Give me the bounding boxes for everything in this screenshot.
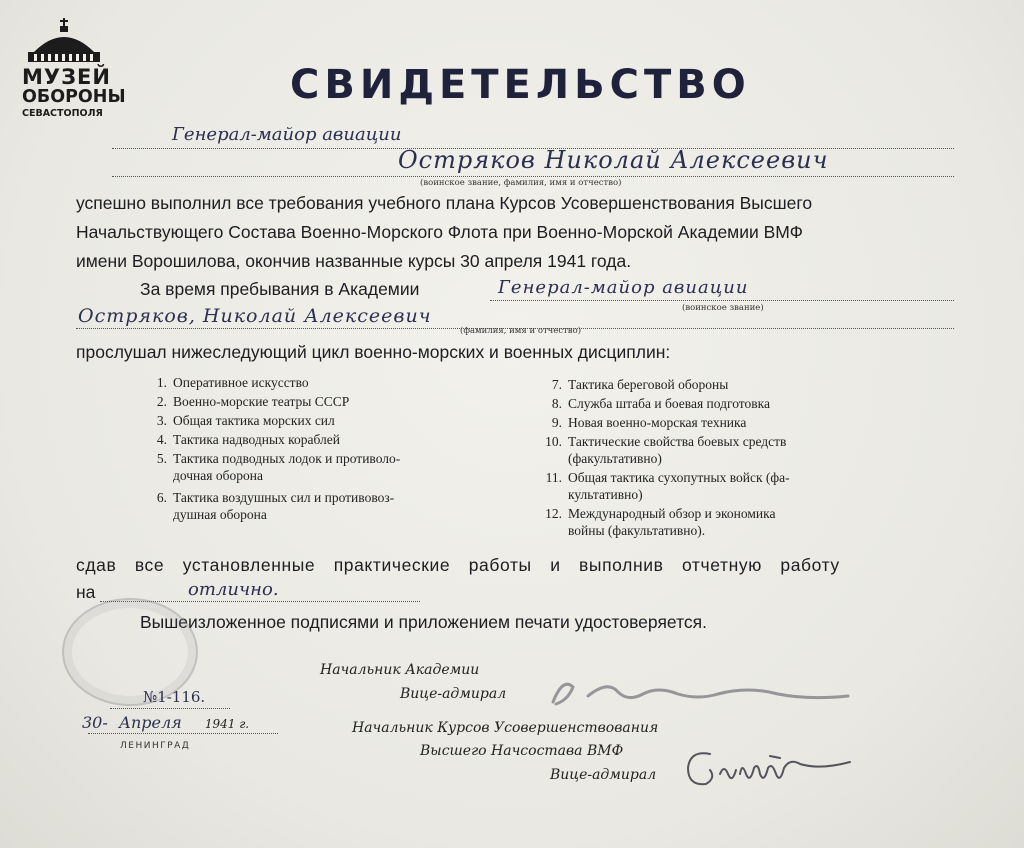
date-day: 30- bbox=[82, 713, 108, 732]
courses-title-line3: Вице-адмирал bbox=[550, 767, 657, 783]
discipline-item: 5. Тактика подводных лодок и противоло- дочная оборона bbox=[156, 451, 401, 483]
courses-title-line1: Начальник Курсов Усовершенствования bbox=[352, 720, 659, 736]
recipient-name-handwritten: Остряков Николай Алексеевич bbox=[398, 146, 829, 174]
discipline-item: 7. Тактика береговой обороны bbox=[551, 377, 729, 392]
registration-date bbox=[82, 713, 249, 732]
grade-handwritten: отлично. bbox=[188, 579, 279, 600]
head-title-line2: Вице-адмирал bbox=[400, 686, 507, 702]
number-line bbox=[110, 708, 230, 709]
paragraph1-line3: имени Ворошилова, окончив названные курсы 30 апреля 1941 года. bbox=[76, 251, 632, 271]
head-title-line1: Начальник Академии bbox=[320, 662, 480, 678]
logo-line-3: СЕВАСТОПОЛЯ bbox=[22, 108, 103, 119]
discipline-item: 6. Тактика воздушных сил и противовоз- душная оборона bbox=[156, 490, 395, 522]
discipline-item: 3. Общая тактика морских сил bbox=[156, 413, 335, 428]
courses-signature-icon bbox=[680, 740, 870, 802]
city-label: ЛЕНИНГРАД bbox=[120, 741, 191, 751]
registration-number: №1-116. bbox=[143, 688, 206, 706]
discipline-item: 2. Военно-морские театры СССР bbox=[156, 394, 350, 409]
courses-title-line2: Высшего Начсостава ВМФ bbox=[420, 743, 624, 759]
paragraph2-rank-caption: (воинское звание) bbox=[682, 303, 764, 313]
discipline-item: 10. Тактические свойства боевых средств (факультативно) bbox=[545, 434, 787, 466]
paragraph1-line1: успешно выполнил все требования учебного плана Курсов Усовершенствования Высшего bbox=[76, 193, 813, 213]
paragraph2-tail: прослушал нижеследующий цикл военно-морских и военных дисциплин: bbox=[76, 342, 671, 362]
discipline-item: 11. Общая тактика сухопутных войск (фа- культативно) bbox=[545, 470, 790, 502]
logo-line-1: МУЗЕЙ bbox=[22, 65, 111, 89]
discipline-item: 9. Новая военно-морская техника bbox=[551, 415, 747, 430]
recipient-rank-handwritten: Генерал-майор авиации bbox=[172, 124, 402, 145]
logo-line-2: ОБОРОНЫ bbox=[22, 87, 126, 107]
disciplines-list-left bbox=[145, 374, 400, 523]
paragraph3-na: на bbox=[76, 582, 96, 602]
museum-logo bbox=[20, 18, 126, 122]
paragraph2-rank-handwritten: Генерал-майор авиации bbox=[498, 277, 749, 298]
date-line bbox=[88, 733, 278, 734]
discipline-item: 1. Оперативное искусство bbox=[156, 375, 309, 390]
confirmation-text: Вышеизложенное подписями и приложением печати удостоверяется. bbox=[140, 612, 707, 632]
paragraph2-name-handwritten: Остряков, Николай Алексеевич bbox=[78, 305, 432, 327]
document-title: СВИДЕТЕЛЬСТВО bbox=[290, 62, 751, 108]
discipline-item: 4. Тактика надводных кораблей bbox=[156, 432, 340, 447]
museum-building-icon bbox=[24, 18, 104, 64]
disciplines-list-right bbox=[540, 376, 790, 539]
recipient-caption: (воинское звание, фамилия, имя и отчество) bbox=[420, 178, 622, 188]
discipline-item: 8. Служба штаба и боевая подготовка bbox=[551, 396, 770, 411]
date-month: Апреля bbox=[118, 713, 182, 732]
date-year: 1941 г. bbox=[204, 717, 250, 731]
paragraph2-rank-line bbox=[490, 300, 954, 301]
discipline-item: 12. Международный обзор и экономика войны (факультативно). bbox=[545, 506, 776, 538]
paragraph2-lead: За время пребывания в Академии bbox=[140, 279, 420, 299]
head-signature-icon bbox=[548, 672, 858, 712]
paragraph2-name-caption: (фамилия, имя и отчество) bbox=[460, 326, 582, 336]
name-line bbox=[112, 176, 954, 177]
paragraph3-line1: сдав все установленные практические работы и выполнив отчетную работу bbox=[76, 555, 840, 575]
paragraph1-line2: Начальствующего Состава Военно-Морского Флота при Военно-Морской Академии ВМФ bbox=[76, 222, 803, 242]
